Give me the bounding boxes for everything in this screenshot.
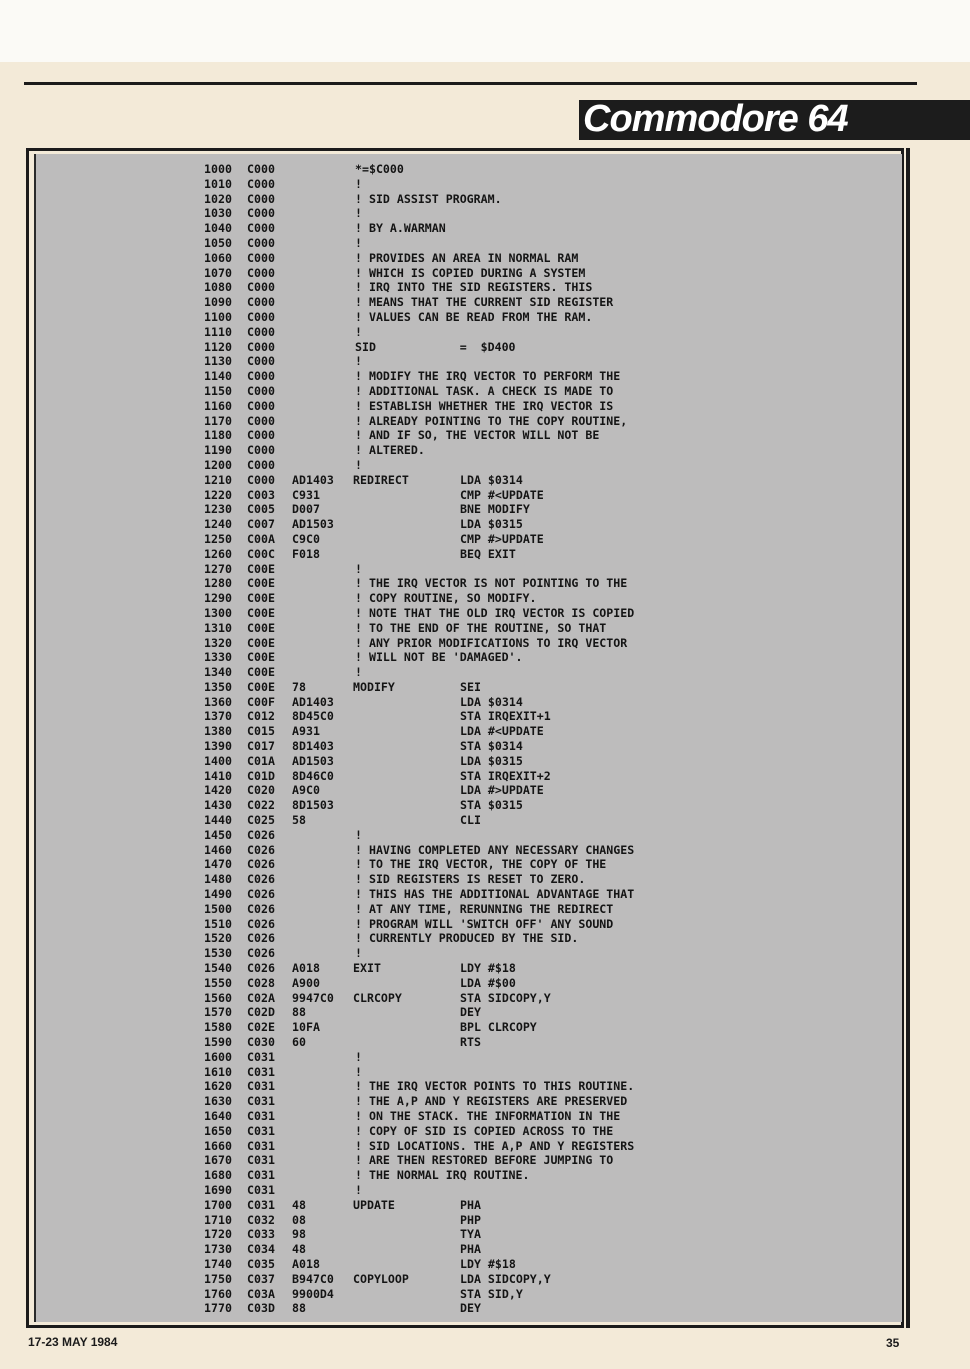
- line-number: 1350: [204, 679, 232, 694]
- memory-address: C00E: [247, 561, 275, 576]
- machine-code: 10FA: [292, 1020, 320, 1035]
- memory-address: C000: [247, 398, 275, 413]
- code-comment: ! TO THE IRQ VECTOR, THE COPY OF THE: [355, 857, 607, 872]
- code-comment: !: [355, 946, 362, 961]
- line-number: 1010: [204, 176, 232, 191]
- code-comment: ! SID LOCATIONS. THE A,P AND Y REGISTERS: [355, 1138, 635, 1153]
- memory-address: C00E: [247, 679, 275, 694]
- line-number: 1620: [204, 1079, 232, 1094]
- line-number: 1490: [204, 887, 232, 902]
- line-number: 1290: [204, 591, 232, 606]
- memory-address: C026: [247, 887, 275, 902]
- line-number: 1180: [204, 428, 232, 443]
- line-number: 1120: [204, 339, 232, 354]
- memory-address: C035: [247, 1256, 275, 1271]
- memory-address: C030: [247, 1035, 275, 1050]
- line-number: 1420: [204, 783, 232, 798]
- code-comment: !: [355, 561, 362, 576]
- machine-code: A018: [292, 961, 320, 976]
- memory-address: C01D: [247, 768, 275, 783]
- memory-address: C000: [247, 235, 275, 250]
- memory-address: C000: [247, 324, 275, 339]
- instruction: STA SIDCOPY,Y: [460, 990, 551, 1005]
- instruction: BPL CLRCOPY: [460, 1020, 537, 1035]
- memory-address: C022: [247, 798, 275, 813]
- section-title: Commodore 64: [583, 98, 848, 140]
- line-number: 1580: [204, 1020, 232, 1035]
- code-comment: ! THE A,P AND Y REGISTERS ARE PRESERVED: [355, 1094, 628, 1109]
- line-number: 1330: [204, 650, 232, 665]
- memory-address: C026: [247, 931, 275, 946]
- memory-address: C000: [247, 265, 275, 280]
- line-number: 1060: [204, 250, 232, 265]
- line-number: 1100: [204, 309, 232, 324]
- memory-address: C028: [247, 975, 275, 990]
- code-comment: !: [355, 235, 362, 250]
- line-number: 1200: [204, 457, 232, 472]
- line-number: 1660: [204, 1138, 232, 1153]
- line-number: 1410: [204, 768, 232, 783]
- memory-address: C00E: [247, 591, 275, 606]
- memory-address: C01A: [247, 753, 275, 768]
- memory-address: C031: [247, 1197, 275, 1212]
- instruction: LDA $0315: [460, 517, 523, 532]
- code-comment: ! AND IF SO, THE VECTOR WILL NOT BE: [355, 428, 600, 443]
- memory-address: C000: [247, 176, 275, 191]
- memory-address: C000: [247, 472, 275, 487]
- memory-address: C00E: [247, 620, 275, 635]
- memory-address: C000: [247, 383, 275, 398]
- line-number: 1050: [204, 235, 232, 250]
- memory-address: C031: [247, 1109, 275, 1123]
- memory-address: C000: [247, 413, 275, 428]
- machine-code: 88: [292, 1005, 306, 1020]
- memory-address: C026: [247, 961, 275, 976]
- instruction: BNE MODIFY: [460, 502, 530, 517]
- code-comment: SID = $D400: [355, 339, 516, 354]
- code-comment: ! NOTE THAT THE OLD IRQ VECTOR IS COPIED: [355, 605, 635, 620]
- machine-code: AD1403: [292, 472, 334, 487]
- line-number: 1740: [204, 1256, 232, 1271]
- code-label: EXIT: [353, 961, 381, 976]
- instruction: DEY: [460, 1301, 481, 1316]
- machine-code: 9947C0: [292, 990, 334, 1005]
- machine-code: A018: [292, 1256, 320, 1271]
- instruction: LDA #$00: [460, 975, 516, 990]
- line-number: 1190: [204, 443, 232, 458]
- line-number: 1240: [204, 517, 232, 532]
- instruction: LDA $0315: [460, 753, 523, 768]
- line-number: 1380: [204, 724, 232, 739]
- memory-address: C00E: [247, 605, 275, 620]
- memory-address: C026: [247, 946, 275, 961]
- code-comment: ! PROGRAM WILL 'SWITCH OFF' ANY SOUND: [355, 916, 614, 931]
- code-comment: ! ANY PRIOR MODIFICATIONS TO IRQ VECTOR: [355, 635, 628, 650]
- instruction: LDY #$18: [460, 1256, 516, 1271]
- code-comment: ! ALREADY POINTING TO THE COPY ROUTINE,: [355, 413, 628, 428]
- memory-address: C03D: [247, 1301, 275, 1316]
- code-comment: ! ON THE STACK. THE INFORMATION IN THE: [355, 1109, 621, 1123]
- line-number: 1360: [204, 694, 232, 709]
- memory-address: C026: [247, 916, 275, 931]
- memory-address: C00E: [247, 665, 275, 680]
- machine-code: 78: [292, 679, 306, 694]
- memory-address: C031: [247, 1182, 275, 1197]
- instruction: STA IRQEXIT+1: [460, 709, 551, 724]
- memory-address: C026: [247, 901, 275, 916]
- line-number: 1110: [204, 324, 232, 339]
- line-number: 1070: [204, 265, 232, 280]
- code-comment: !: [355, 176, 362, 191]
- memory-address: C000: [247, 369, 275, 384]
- memory-address: C026: [247, 827, 275, 842]
- line-number: 1760: [204, 1286, 232, 1301]
- line-number: 1500: [204, 901, 232, 916]
- line-number: 1310: [204, 620, 232, 635]
- memory-address: C031: [247, 1094, 275, 1109]
- memory-address: C026: [247, 842, 275, 857]
- code-comment: !: [355, 1064, 362, 1079]
- instruction: STA IRQEXIT+2: [460, 768, 551, 783]
- line-number: 1750: [204, 1271, 232, 1286]
- line-number: 1470: [204, 857, 232, 872]
- issue-date: 17-23 MAY 1984: [28, 1335, 118, 1349]
- line-number: 1090: [204, 295, 232, 310]
- memory-address: C007: [247, 517, 275, 532]
- line-number: 1170: [204, 413, 232, 428]
- code-comment: ! MODIFY THE IRQ VECTOR TO PERFORM THE: [355, 369, 621, 384]
- instruction: DEY: [460, 1005, 481, 1020]
- line-number: 1680: [204, 1168, 232, 1183]
- line-number: 1730: [204, 1242, 232, 1257]
- instruction: PHA: [460, 1242, 481, 1257]
- code-comment: ! HAVING COMPLETED ANY NECESSARY CHANGES: [355, 842, 635, 857]
- line-number: 1540: [204, 961, 232, 976]
- memory-address: C037: [247, 1271, 275, 1286]
- memory-address: C031: [247, 1153, 275, 1168]
- code-comment: ! SID ASSIST PROGRAM.: [355, 191, 502, 206]
- code-label: CLRCOPY: [353, 990, 402, 1005]
- page-top-margin: [0, 0, 970, 62]
- memory-address: C015: [247, 724, 275, 739]
- line-number: 1220: [204, 487, 232, 502]
- line-number: 1280: [204, 576, 232, 591]
- line-number: 1700: [204, 1197, 232, 1212]
- machine-code: A931: [292, 724, 320, 739]
- instruction: PHA: [460, 1197, 481, 1212]
- memory-address: C00A: [247, 531, 275, 546]
- memory-address: C00F: [247, 694, 275, 709]
- machine-code: 48: [292, 1242, 306, 1257]
- line-number: 1400: [204, 753, 232, 768]
- memory-address: C031: [247, 1168, 275, 1183]
- line-number: 1250: [204, 531, 232, 546]
- memory-address: C000: [247, 191, 275, 206]
- line-number: 1260: [204, 546, 232, 561]
- code-comment: ! AT ANY TIME, RERUNNING THE REDIRECT: [355, 901, 614, 916]
- code-comment: ! PROVIDES AN AREA IN NORMAL RAM: [355, 250, 579, 265]
- line-number: 1670: [204, 1153, 232, 1168]
- frame-right-rail: [906, 148, 910, 1328]
- machine-code: 60: [292, 1035, 306, 1050]
- line-number: 1460: [204, 842, 232, 857]
- machine-code: AD1503: [292, 753, 334, 768]
- machine-code: B947C0: [292, 1271, 334, 1286]
- line-number: 1320: [204, 635, 232, 650]
- instruction: CMP #<UPDATE: [460, 487, 544, 502]
- line-number: 1030: [204, 206, 232, 221]
- machine-code: D007: [292, 502, 320, 517]
- code-comment: ! TO THE END OF THE ROUTINE, SO THAT: [355, 620, 607, 635]
- memory-address: C02D: [247, 1005, 275, 1020]
- memory-address: C003: [247, 487, 275, 502]
- memory-address: C031: [247, 1079, 275, 1094]
- memory-address: C017: [247, 739, 275, 754]
- code-label: UPDATE: [353, 1197, 395, 1212]
- memory-address: C000: [247, 428, 275, 443]
- code-comment: !: [355, 1049, 362, 1064]
- line-number: 1390: [204, 739, 232, 754]
- line-number: 1480: [204, 872, 232, 887]
- machine-code: AD1403: [292, 694, 334, 709]
- code-label: MODIFY: [353, 679, 395, 694]
- line-number: 1520: [204, 931, 232, 946]
- code-comment: ! THE NORMAL IRQ ROUTINE.: [355, 1168, 530, 1183]
- memory-address: C020: [247, 783, 275, 798]
- line-number: 1230: [204, 502, 232, 517]
- machine-code: 8D46C0: [292, 768, 334, 783]
- line-number: 1440: [204, 813, 232, 828]
- line-number: 1630: [204, 1094, 232, 1109]
- line-number: 1590: [204, 1035, 232, 1050]
- memory-address: C00C: [247, 546, 275, 561]
- code-comment: ! THIS HAS THE ADDITIONAL ADVANTAGE THAT: [355, 887, 635, 902]
- memory-address: C000: [247, 354, 275, 369]
- instruction: STA $0314: [460, 739, 523, 754]
- machine-code: F018: [292, 546, 320, 561]
- instruction: LDA #<UPDATE: [460, 724, 544, 739]
- code-comment: ! ADDITIONAL TASK. A CHECK IS MADE TO: [355, 383, 614, 398]
- code-comment: ! IRQ INTO THE SID REGISTERS. THIS: [355, 280, 593, 295]
- line-number: 1270: [204, 561, 232, 576]
- code-comment: !: [355, 827, 362, 842]
- code-comment: !: [355, 354, 362, 369]
- memory-address: C00E: [247, 576, 275, 591]
- memory-address: C000: [247, 443, 275, 458]
- instruction: SEI: [460, 679, 481, 694]
- code-comment: ! WILL NOT BE 'DAMAGED'.: [355, 650, 523, 665]
- memory-address: C03A: [247, 1286, 275, 1301]
- memory-address: C026: [247, 857, 275, 872]
- machine-code: AD1503: [292, 517, 334, 532]
- memory-address: C00E: [247, 635, 275, 650]
- memory-address: C012: [247, 709, 275, 724]
- memory-address: C034: [247, 1242, 275, 1257]
- line-number: 1080: [204, 280, 232, 295]
- line-number: 1530: [204, 946, 232, 961]
- instruction: RTS: [460, 1035, 481, 1050]
- line-number: 1430: [204, 798, 232, 813]
- memory-address: C000: [247, 280, 275, 295]
- code-comment: ! VALUES CAN BE READ FROM THE RAM.: [355, 309, 593, 324]
- page-number: 35: [886, 1336, 900, 1350]
- machine-code: 8D1403: [292, 739, 334, 754]
- line-number: 1610: [204, 1064, 232, 1079]
- instruction: LDA #>UPDATE: [460, 783, 544, 798]
- machine-code: 8D45C0: [292, 709, 334, 724]
- machine-code: C931: [292, 487, 320, 502]
- line-number: 1040: [204, 221, 232, 236]
- code-comment: ! MEANS THAT THE CURRENT SID REGISTER: [355, 295, 614, 310]
- code-comment: !: [355, 665, 362, 680]
- code-comment: ! SID REGISTERS IS RESET TO ZERO.: [355, 872, 586, 887]
- memory-address: C000: [247, 162, 275, 176]
- line-number: 1710: [204, 1212, 232, 1227]
- instruction: LDA $0314: [460, 472, 523, 487]
- code-comment: ! ALTERED.: [355, 443, 425, 458]
- memory-address: C031: [247, 1064, 275, 1079]
- code-comment: ! BY A.WARMAN: [355, 221, 446, 236]
- memory-address: C000: [247, 295, 275, 310]
- memory-address: C032: [247, 1212, 275, 1227]
- line-number: 1140: [204, 369, 232, 384]
- memory-address: C025: [247, 813, 275, 828]
- code-comment: ! COPY OF SID IS COPIED ACROSS TO THE: [355, 1123, 614, 1138]
- line-number: 1370: [204, 709, 232, 724]
- line-number: 1560: [204, 990, 232, 1005]
- line-number: 1210: [204, 472, 232, 487]
- line-number: 1640: [204, 1109, 232, 1123]
- instruction: LDY #$18: [460, 961, 516, 976]
- memory-address: C02A: [247, 990, 275, 1005]
- memory-address: C000: [247, 457, 275, 472]
- instruction: BEQ EXIT: [460, 546, 516, 561]
- memory-address: C031: [247, 1123, 275, 1138]
- code-comment: ! WHICH IS COPIED DURING A SYSTEM: [355, 265, 586, 280]
- line-number: 1130: [204, 354, 232, 369]
- code-comment: !: [355, 1182, 362, 1197]
- memory-address: C031: [247, 1049, 275, 1064]
- code-comment: *=$C000: [355, 162, 404, 176]
- header-rule: [24, 82, 917, 85]
- line-number: 1600: [204, 1049, 232, 1064]
- memory-address: C026: [247, 872, 275, 887]
- code-comment: !: [355, 324, 362, 339]
- code-label: REDIRECT: [353, 472, 409, 487]
- line-number: 1770: [204, 1301, 232, 1316]
- line-number: 1020: [204, 191, 232, 206]
- instruction: PHP: [460, 1212, 481, 1227]
- memory-address: C000: [247, 339, 275, 354]
- memory-address: C02E: [247, 1020, 275, 1035]
- code-label: COPYLOOP: [353, 1271, 409, 1286]
- line-number: 1300: [204, 605, 232, 620]
- machine-code: 88: [292, 1301, 306, 1316]
- instruction: LDA SIDCOPY,Y: [460, 1271, 551, 1286]
- line-number: 1160: [204, 398, 232, 413]
- machine-code: C9C0: [292, 531, 320, 546]
- memory-address: C000: [247, 221, 275, 236]
- machine-code: 08: [292, 1212, 306, 1227]
- machine-code: A9C0: [292, 783, 320, 798]
- code-comment: ! ARE THEN RESTORED BEFORE JUMPING TO: [355, 1153, 614, 1168]
- line-number: 1450: [204, 827, 232, 842]
- code-comment: ! THE IRQ VECTOR IS NOT POINTING TO THE: [355, 576, 628, 591]
- memory-address: C000: [247, 250, 275, 265]
- instruction: STA SID,Y: [460, 1286, 523, 1301]
- memory-address: C000: [247, 309, 275, 324]
- instruction: LDA $0314: [460, 694, 523, 709]
- machine-code: A900: [292, 975, 320, 990]
- line-number: 1510: [204, 916, 232, 931]
- line-number: 1150: [204, 383, 232, 398]
- memory-address: C00E: [247, 650, 275, 665]
- machine-code: 48: [292, 1197, 306, 1212]
- code-comment: ! COPY ROUTINE, SO MODIFY.: [355, 591, 537, 606]
- code-comment: !: [355, 206, 362, 221]
- machine-code: 8D1503: [292, 798, 334, 813]
- code-comment: !: [355, 457, 362, 472]
- memory-address: C033: [247, 1227, 275, 1242]
- line-number: 1650: [204, 1123, 232, 1138]
- instruction: CMP #>UPDATE: [460, 531, 544, 546]
- line-number: 1000: [204, 162, 232, 176]
- line-number: 1570: [204, 1005, 232, 1020]
- instruction: STA $0315: [460, 798, 523, 813]
- machine-code: 98: [292, 1227, 306, 1242]
- line-number: 1340: [204, 665, 232, 680]
- memory-address: C000: [247, 206, 275, 221]
- code-comment: ! ESTABLISH WHETHER THE IRQ VECTOR IS: [355, 398, 614, 413]
- memory-address: C031: [247, 1138, 275, 1153]
- code-comment: ! THE IRQ VECTOR POINTS TO THIS ROUTINE.: [355, 1079, 635, 1094]
- machine-code: 9900D4: [292, 1286, 334, 1301]
- instruction: TYA: [460, 1227, 481, 1242]
- instruction: CLI: [460, 813, 481, 828]
- line-number: 1550: [204, 975, 232, 990]
- code-comment: ! CURRENTLY PRODUCED BY THE SID.: [355, 931, 579, 946]
- memory-address: C005: [247, 502, 275, 517]
- machine-code: 58: [292, 813, 306, 828]
- line-number: 1690: [204, 1182, 232, 1197]
- line-number: 1720: [204, 1227, 232, 1242]
